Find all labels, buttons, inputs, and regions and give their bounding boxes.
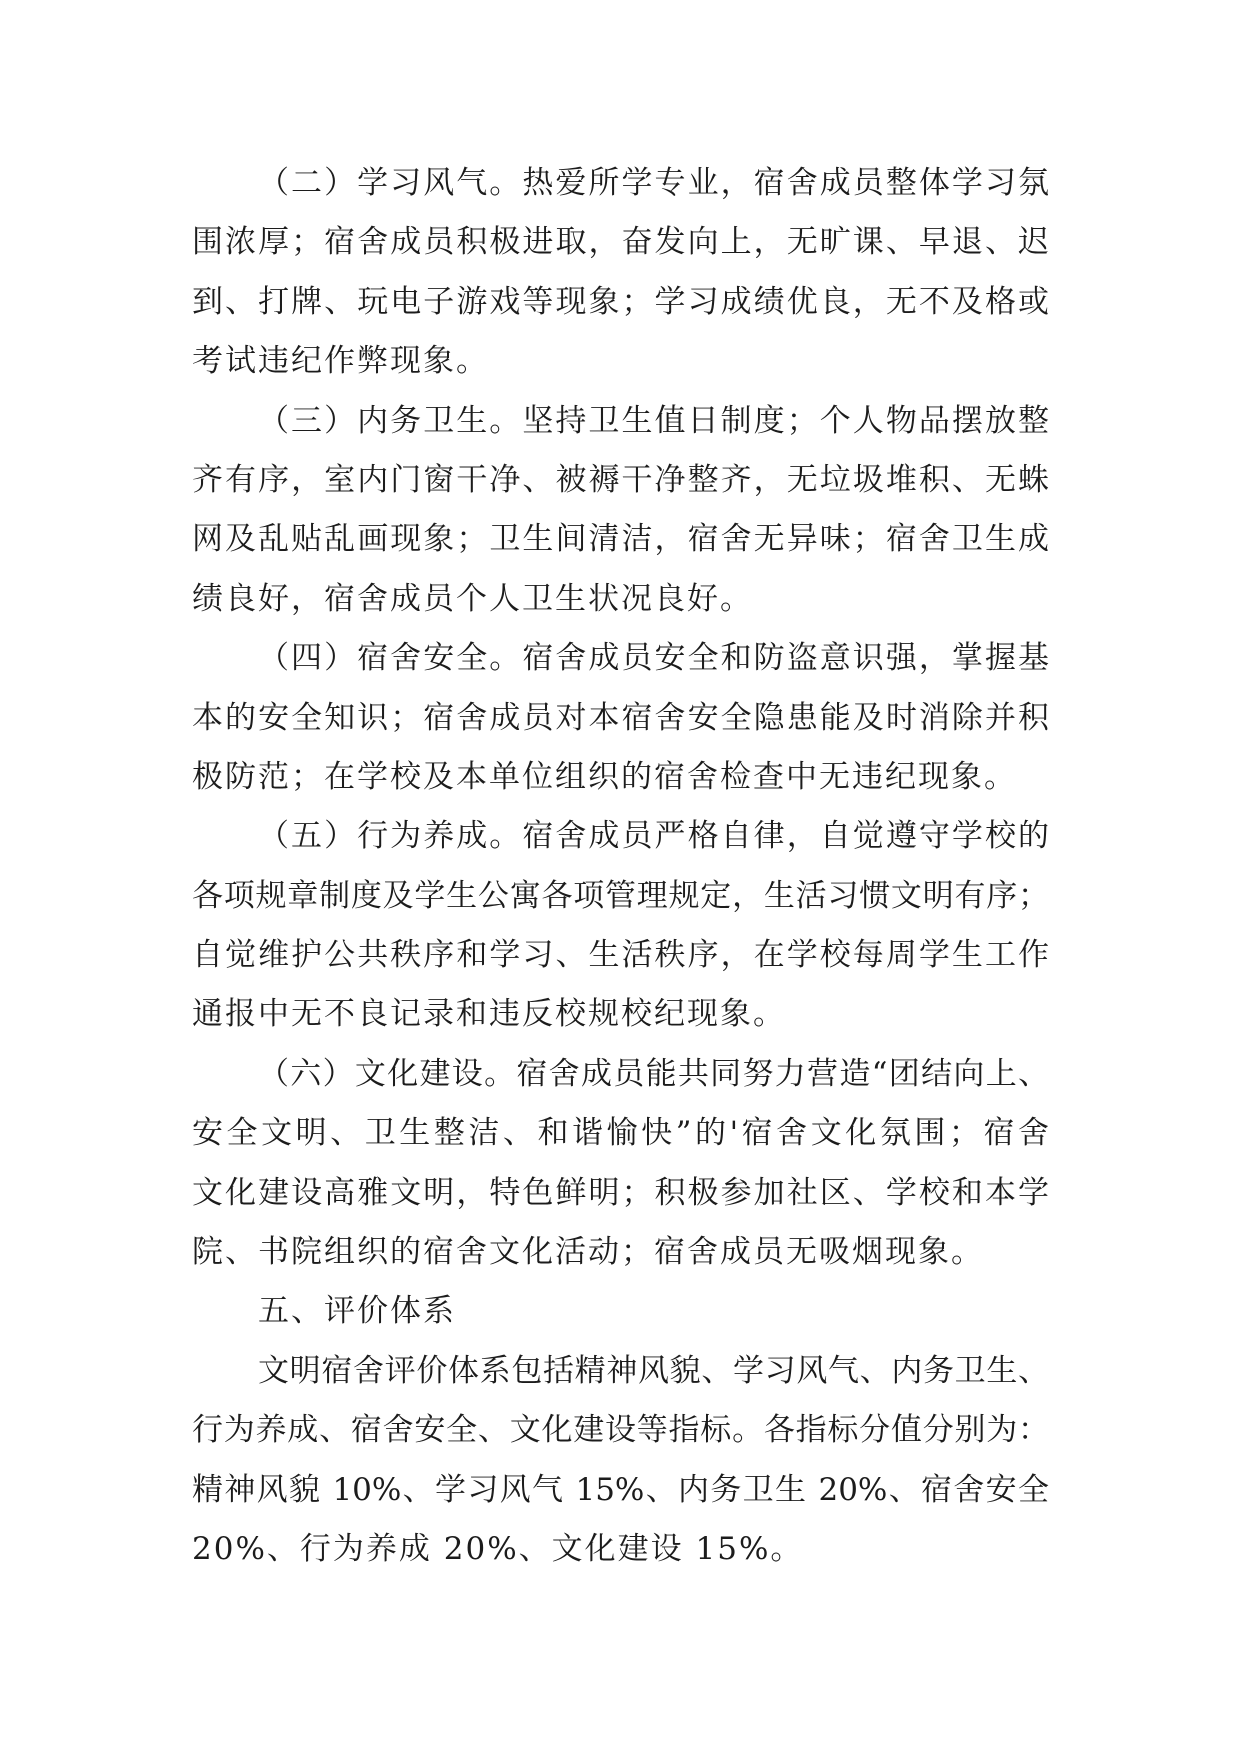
- text-line: 精神风貌 10%、学习风气 15%、内务卫生 20%、宿舍安全: [192, 1471, 1049, 1508]
- text-line: （四）宿舍安全。宿舍成员安全和防盗意识强，掌握基: [258, 640, 1049, 677]
- text-line: 安全文明、卫生整洁、和谐愉快”的'宿舍文化氛围；宿舍: [192, 1115, 1049, 1152]
- text-line: 齐有序，室内门窗干净、被褥干净整齐，无垃圾堆积、无蛛: [192, 461, 1049, 498]
- text-line: 考试违纪作弊现象。: [192, 343, 489, 380]
- section-heading: 五、评价体系: [258, 1293, 456, 1330]
- text-line: 自觉维护公共秩序和学习、生活秩序，在学校每周学生工作: [192, 937, 1049, 974]
- paragraph-study-atmosphere: [192, 154, 1049, 392]
- text-line: 20%、行为养成 20%、文化建设 15%。: [192, 1530, 804, 1567]
- text-line: （三）内务卫生。坚持卫生值日制度；个人物品摆放整: [258, 402, 1049, 439]
- text-line: 到、打牌、玩电子游戏等现象；学习成绩优良，无不及格或: [192, 283, 1049, 320]
- text-line: （五）行为养成。宿舍成员严格自律，自觉遵守学校的: [258, 818, 1049, 855]
- text-line: 院、书院组织的宿舍文化活动；宿舍成员无吸烟现象。: [192, 1234, 984, 1271]
- text-line: 网及乱贴乱画现象；卫生间清洁，宿舍无异味；宿舍卫生成: [192, 521, 1049, 558]
- text-line: 通报中无不良记录和违反校规校纪现象。: [192, 996, 786, 1033]
- paragraph-culture: [192, 1045, 1049, 1283]
- paragraph-safety: [192, 629, 1049, 807]
- text-line: 围浓厚；宿舍成员积极进取，奋发向上，无旷课、早退、迟: [192, 224, 1049, 261]
- text-line: 文明宿舍评价体系包括精神风貌、学习风气、内务卫生、: [258, 1352, 1049, 1389]
- document-body: [192, 154, 1049, 1579]
- text-line: 绩良好，宿舍成员个人卫生状况良好。: [192, 580, 753, 617]
- text-line: 本的安全知识；宿舍成员对本宿舍安全隐患能及时消除并积: [192, 699, 1049, 736]
- paragraph-behavior: [192, 807, 1049, 1045]
- text-line: （二）学习风气。热爱所学专业，宿舍成员整体学习氛: [258, 165, 1049, 201]
- text-line: 极防范；在学校及本单位组织的宿舍检查中无违纪现象。: [192, 758, 1017, 795]
- text-line: 行为养成、宿舍安全、文化建设等指标。各指标分值分别为：: [192, 1412, 1049, 1449]
- paragraph-evaluation: [192, 1342, 1049, 1580]
- text-line: 各项规章制度及学生公寓各项管理规定，生活习惯文明有序；: [192, 877, 1049, 914]
- text-line: 文化建设高雅文明，特色鲜明；积极参加社区、学校和本学: [192, 1174, 1049, 1211]
- text-line: （六）文化建设。宿舍成员能共同努力营造“团结向上、: [258, 1055, 1049, 1092]
- paragraph-hygiene: [192, 392, 1049, 630]
